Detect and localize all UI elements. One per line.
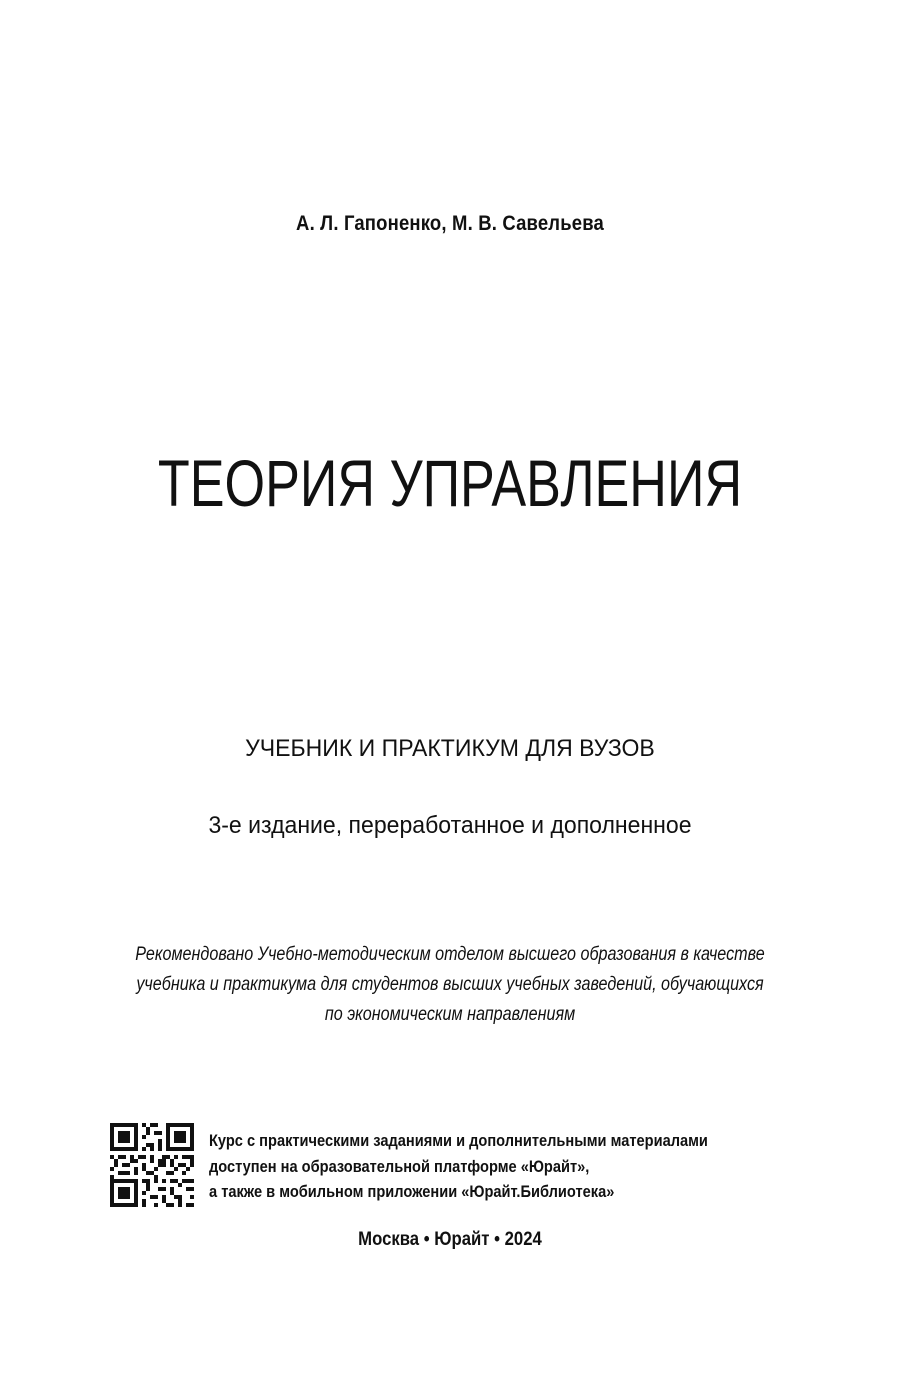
book-subtitle: УЧЕБНИК И ПРАКТИКУМ ДЛЯ ВУЗОВ bbox=[245, 735, 655, 762]
imprint: Москва • Юрайт • 2024 bbox=[358, 1229, 542, 1250]
edition-note: 3-е издание, переработанное и дополненное bbox=[208, 812, 692, 839]
recommendation-line: Рекомендовано Учебно-методическим отделом высшего образования в качестве bbox=[135, 944, 765, 965]
recommendation-line: по экономическим направлениям bbox=[324, 1004, 576, 1025]
book-title: ТЕОРИЯ УПРАВЛЕНИЯ bbox=[157, 446, 743, 520]
course-info-line: Курс с практическими заданиями и дополнительными материалами bbox=[209, 1131, 708, 1150]
qr-code-icon[interactable] bbox=[110, 1123, 194, 1207]
recommendation-line: учебника и практикума для студентов высших учебных заведений, обучающихся bbox=[136, 974, 764, 995]
course-info-line: а также в мобильном приложении «Юрайт.Библиотека» bbox=[209, 1182, 615, 1201]
authors: А. Л. Гапоненко, М. В. Савельева bbox=[296, 212, 604, 235]
course-info-line: доступен на образовательной платформе «Юрайт», bbox=[209, 1157, 590, 1176]
